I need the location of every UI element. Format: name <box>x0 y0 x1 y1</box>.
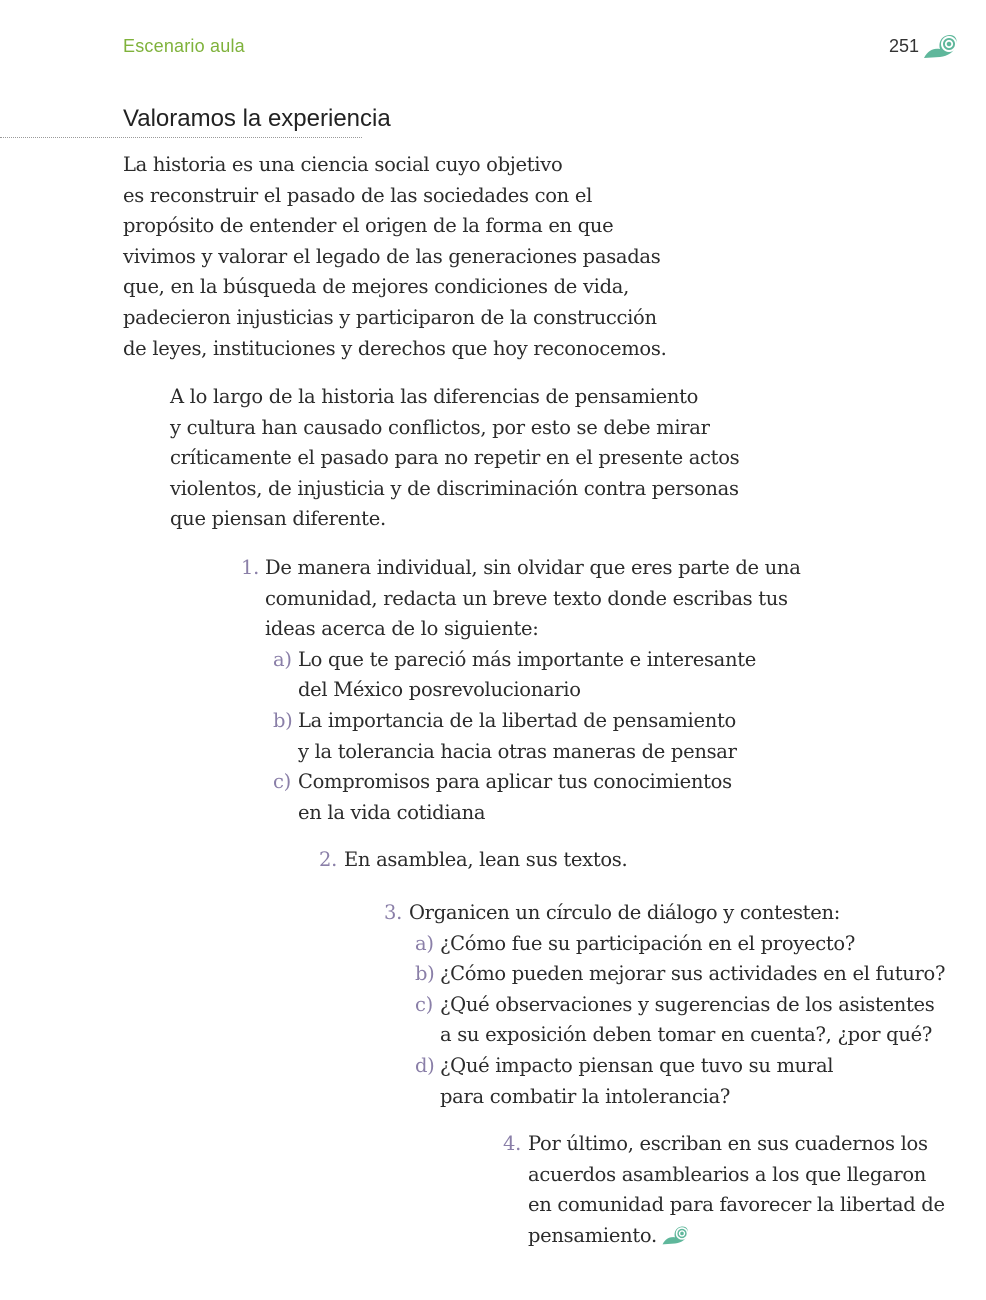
text-line: comunidad, redacta un breve texto donde escribas tus <box>265 586 788 610</box>
activity-number: 4. <box>503 1132 522 1155</box>
snail-icon <box>922 32 958 60</box>
text-line: que, en la búsqueda de mejores condiciones de vida, <box>123 275 630 299</box>
subitem-label: a) <box>415 931 434 955</box>
subitem-label: c) <box>415 992 433 1016</box>
page-number: 251 <box>889 36 920 56</box>
subitem-b <box>415 959 945 990</box>
second-paragraph <box>170 382 739 535</box>
activity-4 <box>503 1129 945 1251</box>
text-line: ¿Qué impacto piensan que tuvo su mural <box>440 1053 834 1077</box>
subitem-label: b) <box>273 708 293 732</box>
text-line: acuerdos asamblearios a los que llegaron <box>528 1162 927 1186</box>
text-line: ¿Qué observaciones y sugerencias de los asistentes <box>440 992 935 1016</box>
text-line: A lo largo de la historia las diferencias de pensamiento <box>170 385 699 408</box>
snail-icon <box>661 1224 689 1246</box>
activity-3 <box>384 898 945 1112</box>
subitem-label: c) <box>273 770 291 794</box>
subitem-d <box>415 1051 945 1112</box>
subitem-label: a) <box>273 647 292 671</box>
text-line: y cultura han causado conflictos, por esto se debe mirar <box>170 415 710 439</box>
text-line: en la vida cotidiana <box>298 800 486 824</box>
text-line: ideas acerca de lo siguiente: <box>265 617 539 641</box>
activity-2 <box>319 845 627 876</box>
text-line: Lo que te pareció más importante e interesante <box>298 647 757 671</box>
subitem-c <box>273 767 801 828</box>
activity-number: 3. <box>384 901 403 924</box>
last-line-text: pensamiento. <box>528 1223 657 1247</box>
subitem-b <box>273 706 801 767</box>
text-line: Compromisos para aplicar tus conocimientos <box>298 770 732 794</box>
subitem-label: d) <box>415 1053 435 1077</box>
text-line: críticamente el pasado para no repetir en el presente actos <box>170 446 740 470</box>
text-line <box>528 1221 945 1252</box>
text-line: para combatir la intolerancia? <box>440 1084 731 1108</box>
activity-1 <box>241 553 801 828</box>
text-line: vivimos y valorar el legado de las generaciones pasadas <box>123 244 661 268</box>
title-divider <box>0 137 362 138</box>
text-line: violentos, de injusticia y de discriminación contra personas <box>170 476 739 500</box>
text-line: ¿Cómo pueden mejorar sus actividades en el futuro? <box>440 962 946 986</box>
text-line: en comunidad para favorecer la libertad de <box>528 1193 945 1217</box>
text-line: propósito de entender el origen de la forma en que <box>123 214 614 238</box>
text-line: La historia es una ciencia social cuyo objetivo <box>123 153 563 176</box>
text-line: ¿Cómo fue su participación en el proyecto? <box>440 931 855 955</box>
text-line: Organicen un círculo de diálogo y contesten: <box>409 901 840 924</box>
subitem-c <box>415 990 945 1051</box>
text-line: de leyes, instituciones y derechos que hoy reconocemos. <box>123 336 667 360</box>
text-line: a su exposición deben tomar en cuenta?, ¿por qué? <box>440 1023 932 1047</box>
text-line: que piensan diferente. <box>170 507 386 531</box>
text-line: del México posrevolucionario <box>298 678 581 702</box>
text-line: y la tolerancia hacia otras maneras de pensar <box>298 739 737 763</box>
text-line: es reconstruir el pasado de las sociedades con el <box>123 183 593 207</box>
activity-number: 1. <box>241 556 260 579</box>
text-line: De manera individual, sin olvidar que eres parte de una <box>265 556 801 579</box>
running-header: Escenario aula <box>123 36 245 56</box>
section-title: Valoramos la experiencia <box>123 105 391 132</box>
text-line: padecieron injusticias y participaron de la construcción <box>123 305 657 329</box>
subitem-a <box>415 929 945 960</box>
intro-paragraph <box>123 150 666 364</box>
text-line: En asamblea, lean sus textos. <box>344 848 628 871</box>
subitem-label: b) <box>415 962 435 986</box>
text-line: Por último, escriban en sus cuadernos los <box>528 1132 928 1155</box>
activity-number: 2. <box>319 848 338 871</box>
text-line: La importancia de la libertad de pensamiento <box>298 708 736 732</box>
subitem-a <box>273 645 801 706</box>
